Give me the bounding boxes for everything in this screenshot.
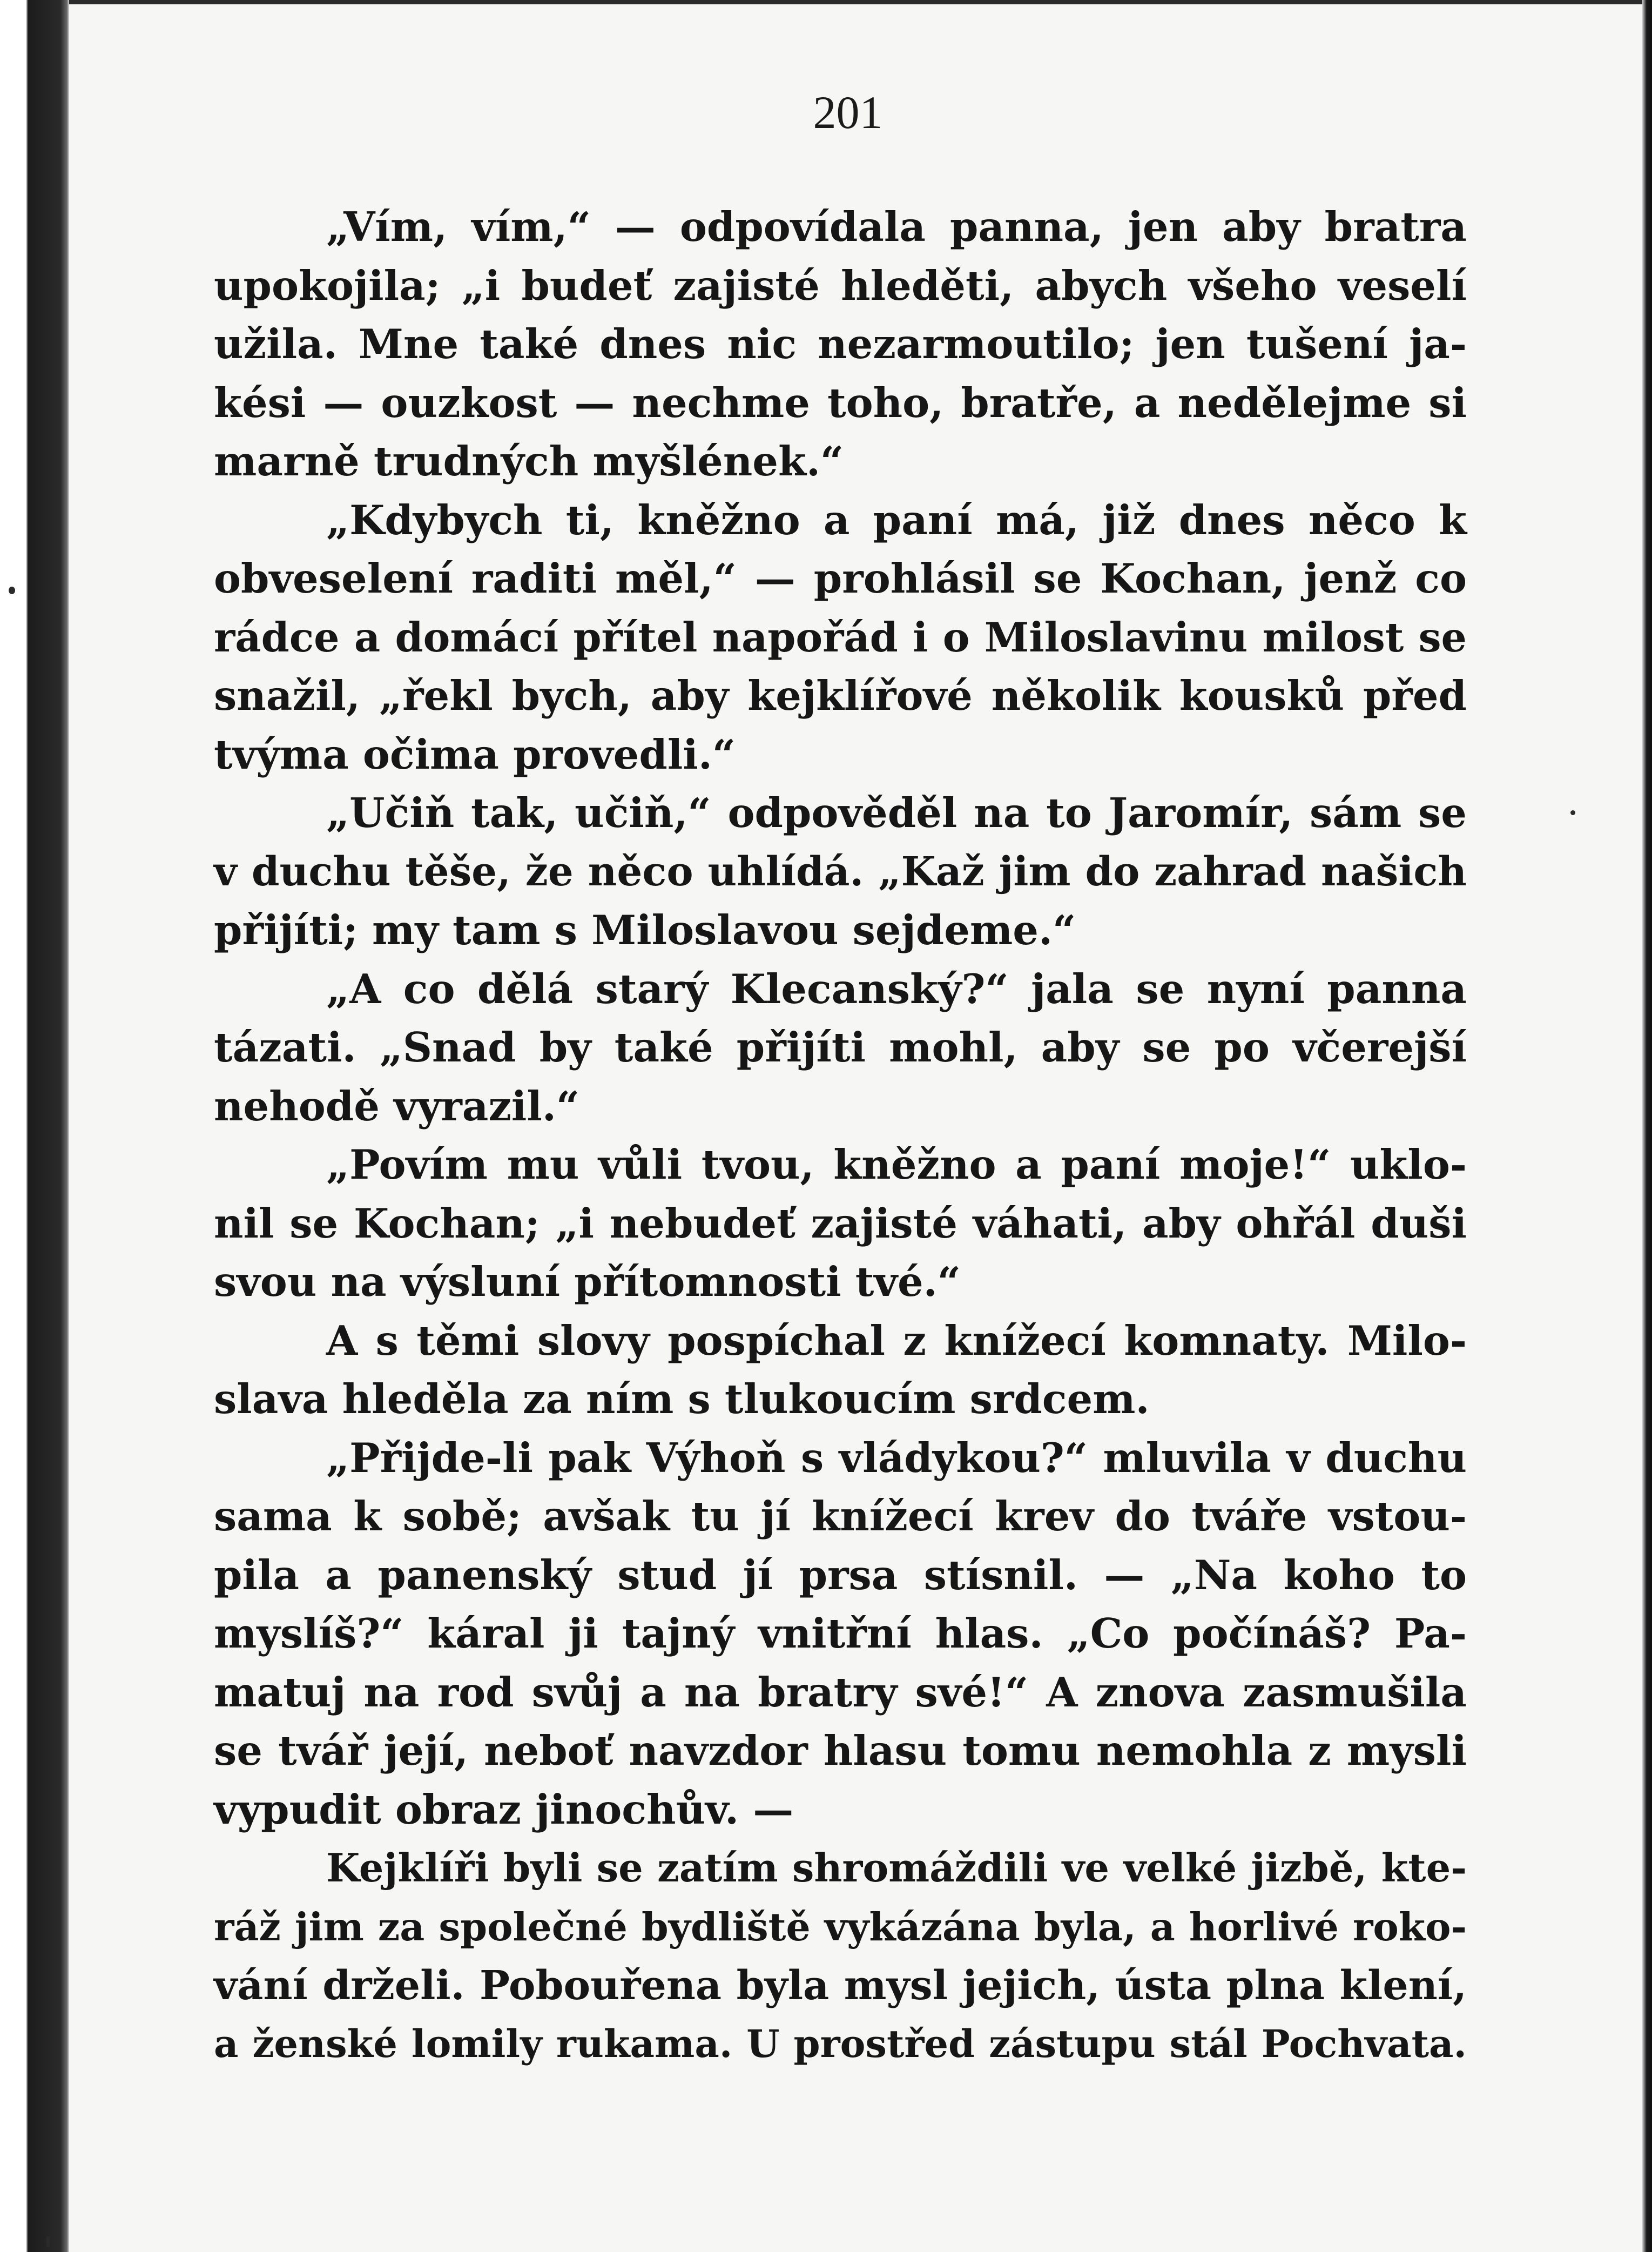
text-line: užila. Mne také dnes nic nezarmoutilo; jen tušení ja- [214,320,1467,368]
text-line: v duchu těše, že něco uhlídá. „Kaž jim do zahrad našich [214,848,1467,895]
text-line: „Učiň tak, učiň,“ odpověděl na to Jaromír, sám se [326,789,1467,837]
text-line: matuj na rod svůj a na bratry své!“ A znova zasmušila [214,1668,1467,1716]
text-line: „A co dělá starý Klecanský?“ jala se nyní panna [326,965,1467,1013]
page-number: 201 [813,86,883,138]
text-line: pila a panenský stud jí prsa stísnil. — „Na koho to [214,1551,1467,1599]
text-line: upokojila; „i budeť zajisté hleděti, abych všeho veselí [214,261,1467,310]
text-line: vání drželi. Pobouřena byla mysl jejich, ústa plna klení, [214,1961,1467,2009]
book-spine-shadow [0,0,69,2252]
text-line: obveselení raditi měl,“ — prohlásil se Kochan, jenž co [214,555,1467,602]
text-line: snažil, „řekl bych, aby kejklířové několik kousků před [214,672,1467,720]
top-border [69,0,1642,4]
text-line: vypudit obraz jinochův. — [214,1785,794,1833]
text-line: Kejklíři byli se zatím shromáždili ve velké jizbě, kte- [326,1845,1467,1891]
text-line: tázati. „Snad by také přijíti mohl, aby se po včerejší [214,1024,1467,1071]
text-line: A s těmi slovy pospíchal z knížecí komnaty. Milo- [326,1316,1467,1364]
body-text [214,198,1467,2073]
text-line: přijíti; my tam s Miloslavou sejdeme.“ [214,906,1076,954]
text-line: se tvář její, neboť navzdor hlasu tomu nemohla z mysli [214,1727,1467,1774]
text-line: tvýma očima provedli.“ [214,730,736,778]
ink-speck [9,587,15,594]
text-line: nil se Kochan; „i nebudeť zajisté váhati, aby ohřál duši [214,1199,1467,1247]
text-line: rádce a domácí přítel napořád i o Miloslavinu milost se [214,613,1467,661]
text-line: „Vím, vím,“ — odpovídala panna, jen aby bratra [326,203,1467,251]
right-border [1642,0,1652,2252]
text-line: „Povím mu vůli tvou, kněžno a paní moje!“ uklo- [326,1141,1467,1188]
ink-speck [1570,810,1575,815]
text-line: „Kdybych ti, kněžno a paní má, již dnes něco k [326,496,1467,544]
text-line: svou na výsluní přítomnosti tvé.“ [214,1258,961,1306]
text-line: kési — ouzkost — nechme toho, bratře, a nedělejme si [214,379,1467,427]
text-line: myslíš?“ káral ji tajný vnitřní hlas. „Co počínáš? Pa- [214,1610,1467,1657]
text-line: sama k sobě; avšak tu jí knížecí krev do tváře vstou- [214,1493,1467,1540]
ink-speck [46,2236,50,2247]
text-line: slava hleděla za ním s tlukoucím srdcem. [214,1375,1150,1423]
text-line: ráž jim za společné bydliště vykázána byla, a horlivé roko- [214,1904,1467,1950]
text-line: marně trudných myšlének.“ [214,438,844,485]
text-line: „Přijde-li pak Výhoň s vládykou?“ mluvila v duchu [326,1434,1467,1482]
text-line: nehodě vyrazil.“ [214,1082,580,1130]
text-line: a ženské lomily rukama. U prostřed zástupu stál Pochvata. [214,2021,1467,2066]
